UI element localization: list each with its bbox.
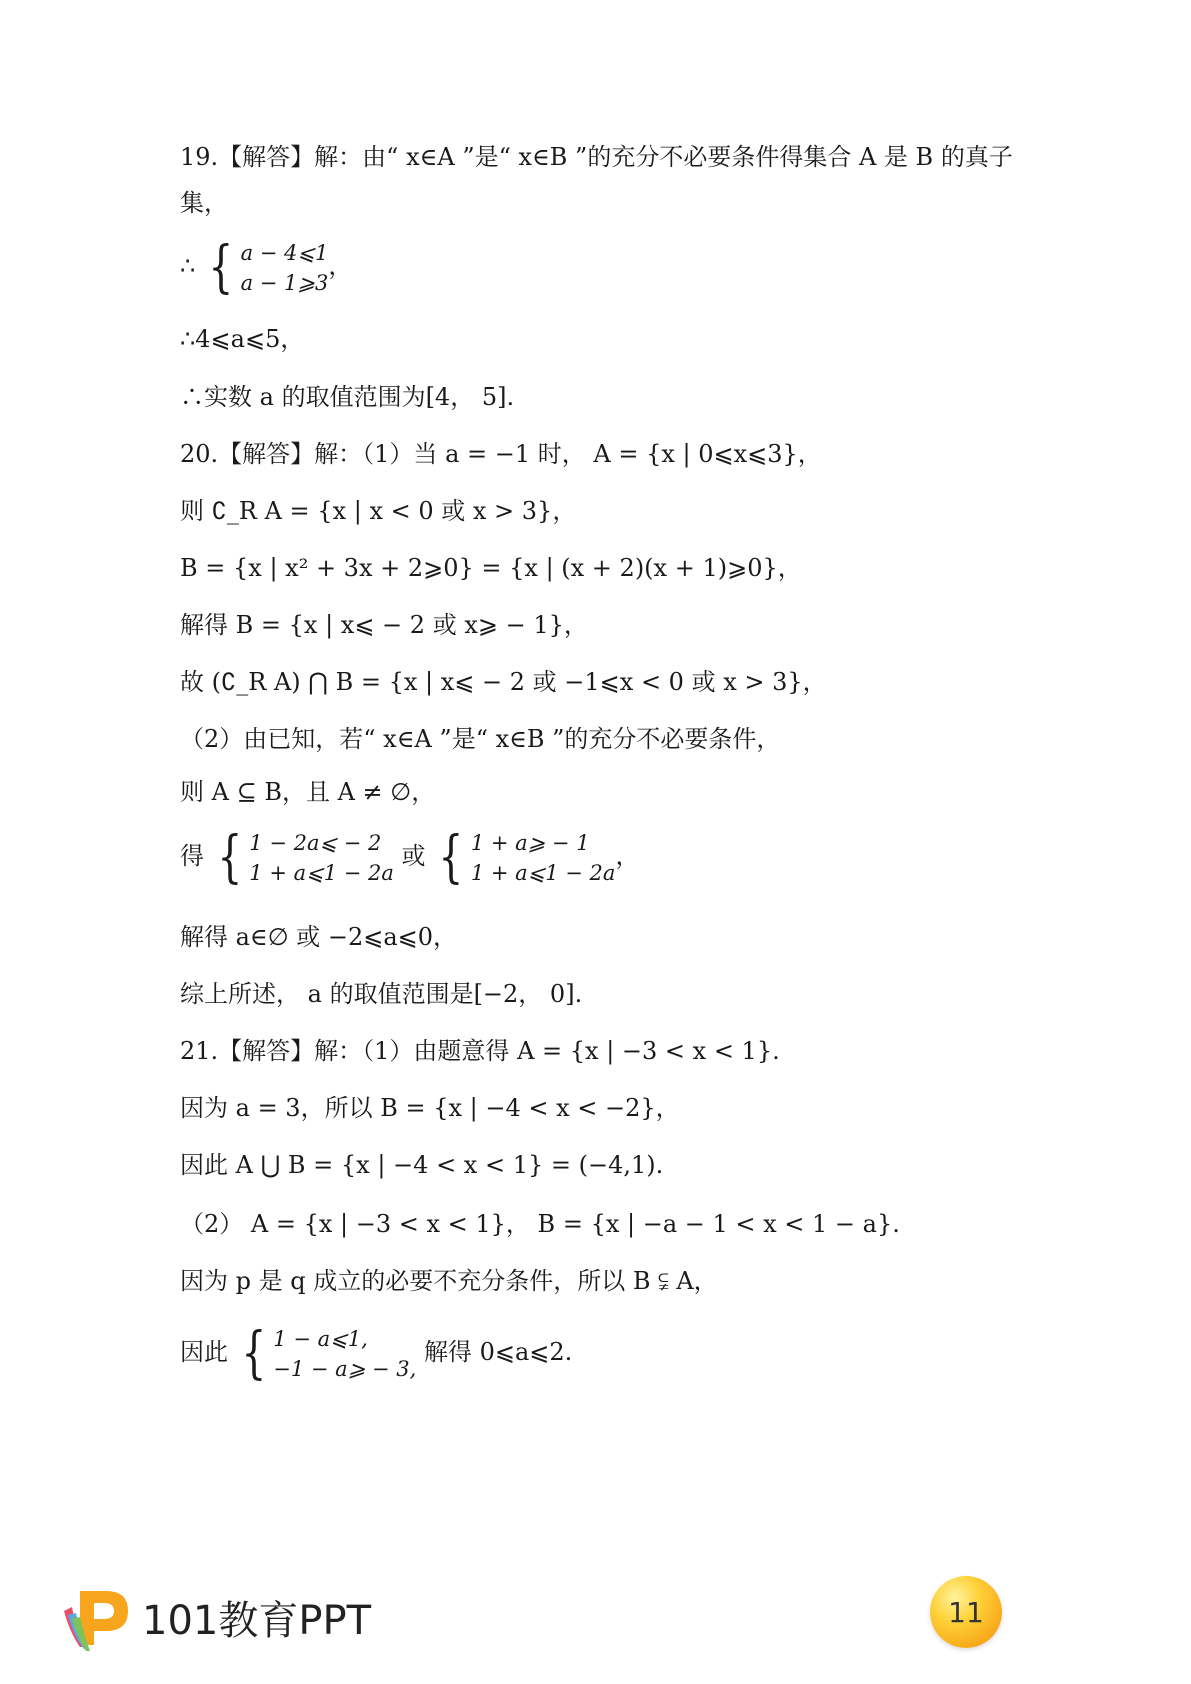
left-brace: { — [240, 1320, 266, 1386]
system-row: a − 1⩾3 — [240, 270, 329, 295]
text-line: 解得 B = {x | x⩽ − 2 或 x⩾ − 1}， — [180, 611, 588, 639]
text-line: 集， — [180, 189, 228, 217]
system-prefix: ∴ — [180, 252, 196, 280]
text-line: ∴4⩽a⩽5， — [180, 325, 305, 353]
brace-system — [236, 1320, 417, 1386]
left-brace: { — [216, 824, 242, 890]
text-line: 综上所述， a 的取值范围是[−2， 0]. — [180, 980, 583, 1008]
text-line: ∴实数 a 的取值范围为[4， 5]. — [180, 383, 515, 411]
left-brace: { — [438, 824, 464, 890]
brand-name: 101教育PPT — [142, 1597, 372, 1644]
brace-system — [203, 234, 329, 300]
system-suffix: ， — [615, 842, 640, 870]
text-line: （2） A = {x | −3 < x < 1}， B = {x | −a − 1 < x < 1 − a}. — [180, 1210, 900, 1238]
text-line: B = {x | x² + 3x + 2⩾0} = {x | (x + 2)(x + 1)⩾0}， — [180, 554, 802, 582]
text-line: （2）由已知，若“ x∈A ”是“ x∈B ”的充分不必要条件， — [180, 725, 781, 753]
system-row: 1 + a⩽1 − 2a — [470, 860, 616, 885]
system-prefix: 得 — [180, 842, 204, 870]
text-line: 故 (∁_R A) ⋂ B = {x | x⩽ − 2 或 −1⩽x < 0 或 x > 3}， — [180, 668, 827, 696]
text-line: 则 A ⊆ B，且 A ≠ ∅， — [180, 778, 436, 806]
brand-logo — [58, 1582, 371, 1652]
brace-system — [433, 824, 616, 890]
left-brace: { — [208, 234, 234, 300]
text-line: 则 ∁_R A = {x | x < 0 或 x > 3}， — [180, 497, 577, 525]
text-line: 20.【解答】解：（1）当 a = −1 时， A = {x | 0⩽x⩽3}， — [180, 440, 822, 468]
equation-system — [180, 236, 1041, 298]
equation-system — [180, 826, 1041, 888]
page-number — [930, 1576, 1002, 1648]
equation-system — [180, 1322, 1041, 1384]
system-prefix: 因此 — [180, 1338, 228, 1366]
text-line: 因为 p 是 q 成立的必要不充分条件，所以 B ⫋ A， — [180, 1267, 718, 1295]
text-line: 21.【解答】解：（1）由题意得 A = {x | −3 < x < 1}. — [180, 1037, 780, 1065]
system-mid: 或 — [401, 842, 426, 870]
brace-system — [212, 824, 394, 890]
text-line: 因为 a = 3，所以 B = {x | −4 < x < −2}， — [180, 1094, 680, 1122]
system-row: 1 + a⩽1 − 2a — [249, 860, 394, 885]
system-row: 1 − 2a⩽ − 2 — [249, 830, 382, 855]
system-row: 1 + a⩾ − 1 — [470, 830, 590, 855]
system-suffix: ， — [328, 252, 353, 280]
system-row: 1 − a⩽1, — [273, 1326, 368, 1351]
text-line: 因此 A ⋃ B = {x | −4 < x < 1} = (−4,1). — [180, 1151, 664, 1179]
logo-icon — [58, 1581, 134, 1653]
page-number-label: 11 — [948, 1595, 984, 1629]
text-line: 19.【解答】解：由“ x∈A ”是“ x∈B ”的充分不必要条件得集合 A 是 B 的真子 — [180, 143, 1013, 171]
system-suffix: 解得 0⩽a⩽2. — [423, 1338, 573, 1366]
text-line: 解得 a∈∅ 或 −2⩽a⩽0， — [180, 923, 458, 951]
system-row: a − 4⩽1 — [240, 240, 329, 265]
system-row: −1 − a⩾ − 3, — [273, 1356, 417, 1381]
